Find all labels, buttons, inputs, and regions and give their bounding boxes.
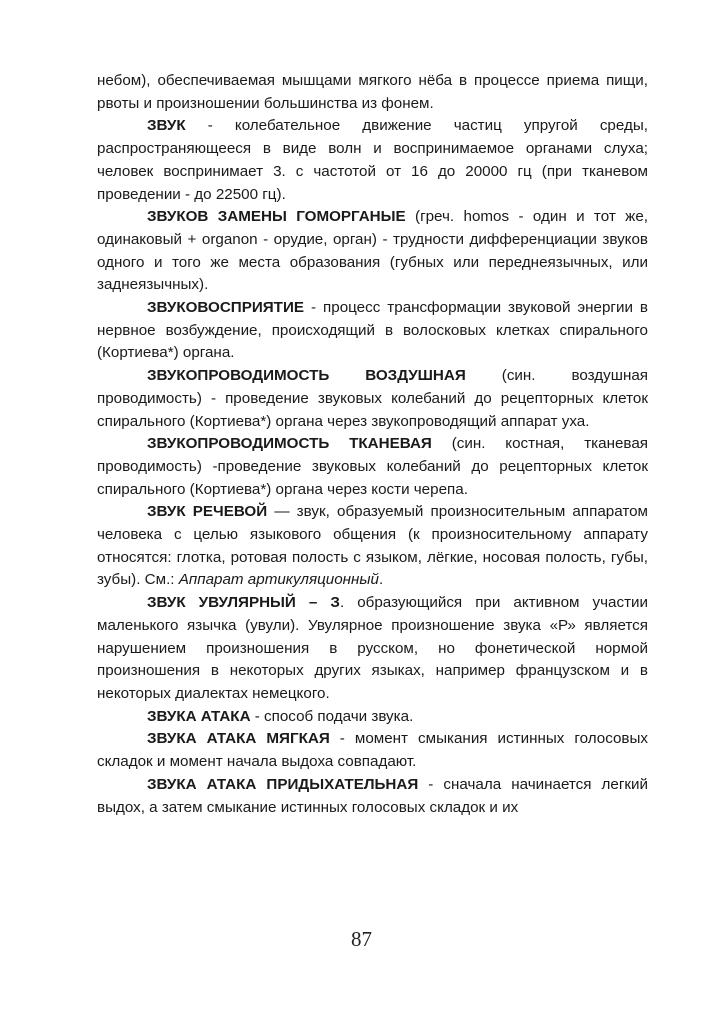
- entry-body: небом), обеспечиваемая мышцами мягкого нёба в процессе приема пищи, рвоты и произношении большинства из фонем.: [97, 72, 648, 112]
- entry-body: - момент смыкания истинных голосовых складок и момент начала выдоха совпадают.: [97, 730, 648, 771]
- entry-term: ЗВУКА АТАКА ПРИДЫХАТЕЛЬНАЯ: [147, 775, 419, 793]
- entry-term: ЗВУК РЕЧЕВОЙ: [147, 503, 268, 521]
- page-content: [97, 70, 648, 819]
- entry-term: ЗВУКОПРОВОДИМОСТЬ ВОЗДУШНАЯ: [147, 367, 466, 385]
- dictionary-entry: [97, 728, 648, 773]
- entry-term: ЗВУКОВОСПРИЯТИЕ: [147, 299, 305, 317]
- entry-tail: .: [378, 571, 384, 589]
- page-number: 87: [351, 927, 372, 951]
- entry-body: — звук, образуемый произносительным аппаратом человека с целью языкового общения (к произносительному аппарату относятся: глотка, ротовая полость с языком, лёгкие, носовая полость, губы, зубы). См.:: [97, 503, 648, 589]
- entry-body: - способ подачи звука.: [250, 707, 414, 725]
- dictionary-entry: [97, 706, 648, 729]
- entry-continuation: [97, 70, 648, 115]
- entry-term: ЗВУКОВ ЗАМЕНЫ ГОМОРГАНЫЕ: [147, 208, 406, 226]
- dictionary-entry: [97, 433, 648, 501]
- dictionary-entry: [97, 501, 648, 592]
- entry-body: (син. воздушная проводимость) - проведение звуковых колебаний до рецепторных клеток спирального (Кортиева*) органа через звукопроводящий аппарат уха.: [97, 367, 648, 430]
- entry-body: - процесс трансформации звуковой энергии в нервное возбуждение, происходящий в волосковых клетках спирального (Кортиева*) органа.: [97, 299, 648, 362]
- entry-term: ЗВУК УВУЛЯРНЫЙ – З: [147, 594, 340, 612]
- cross-reference: Аппарат артикуляционный: [178, 571, 379, 589]
- entry-term: ЗВУК: [147, 117, 186, 135]
- entry-body: - сначала начинается легкий выдох, а затем смыкание истинных голосовых складок и их: [97, 775, 648, 816]
- entry-term: ЗВУКА АТАКА: [147, 707, 251, 725]
- dictionary-entry: [97, 774, 648, 819]
- entry-term: ЗВУКА АТАКА МЯГКАЯ: [147, 730, 330, 748]
- dictionary-entry: [97, 206, 648, 297]
- entry-term: ЗВУКОПРОВОДИМОСТЬ ТКАНЕВАЯ: [147, 435, 432, 453]
- entry-body: (син. костная, тканевая проводимость) -проведение звуковых колебаний до рецепторных клеток спирального (Кортиева*) органа через кости черепа.: [97, 435, 648, 498]
- entry-body: . образующийся при активном участии маленького язычка (увули). Увулярное произношение звука «Р» является нарушением произношения в русском, но фонетической нормой произношения в некоторых других языках, например французском и в некоторых диалектах немецкого.: [97, 594, 648, 702]
- dictionary-entry: [97, 115, 648, 206]
- entry-body: (греч. homos - один и тот же, одинаковый + organon - орудие, орган) - трудности дифференциации звуков одного и того же места образования (губных или переднеязычных, или заднеязычных).: [97, 208, 648, 294]
- entry-body: - колебательное движение частиц упругой среды, распространяющееся в виде волн и воспринимаемое органами слуха; человек воспринимает 3. с частотой от 16 до 20000 гц (при тканевом проведении - до 22500 гц).: [97, 117, 648, 203]
- dictionary-entry: [97, 365, 648, 433]
- dictionary-entry: [97, 592, 648, 706]
- dictionary-entry: [97, 297, 648, 365]
